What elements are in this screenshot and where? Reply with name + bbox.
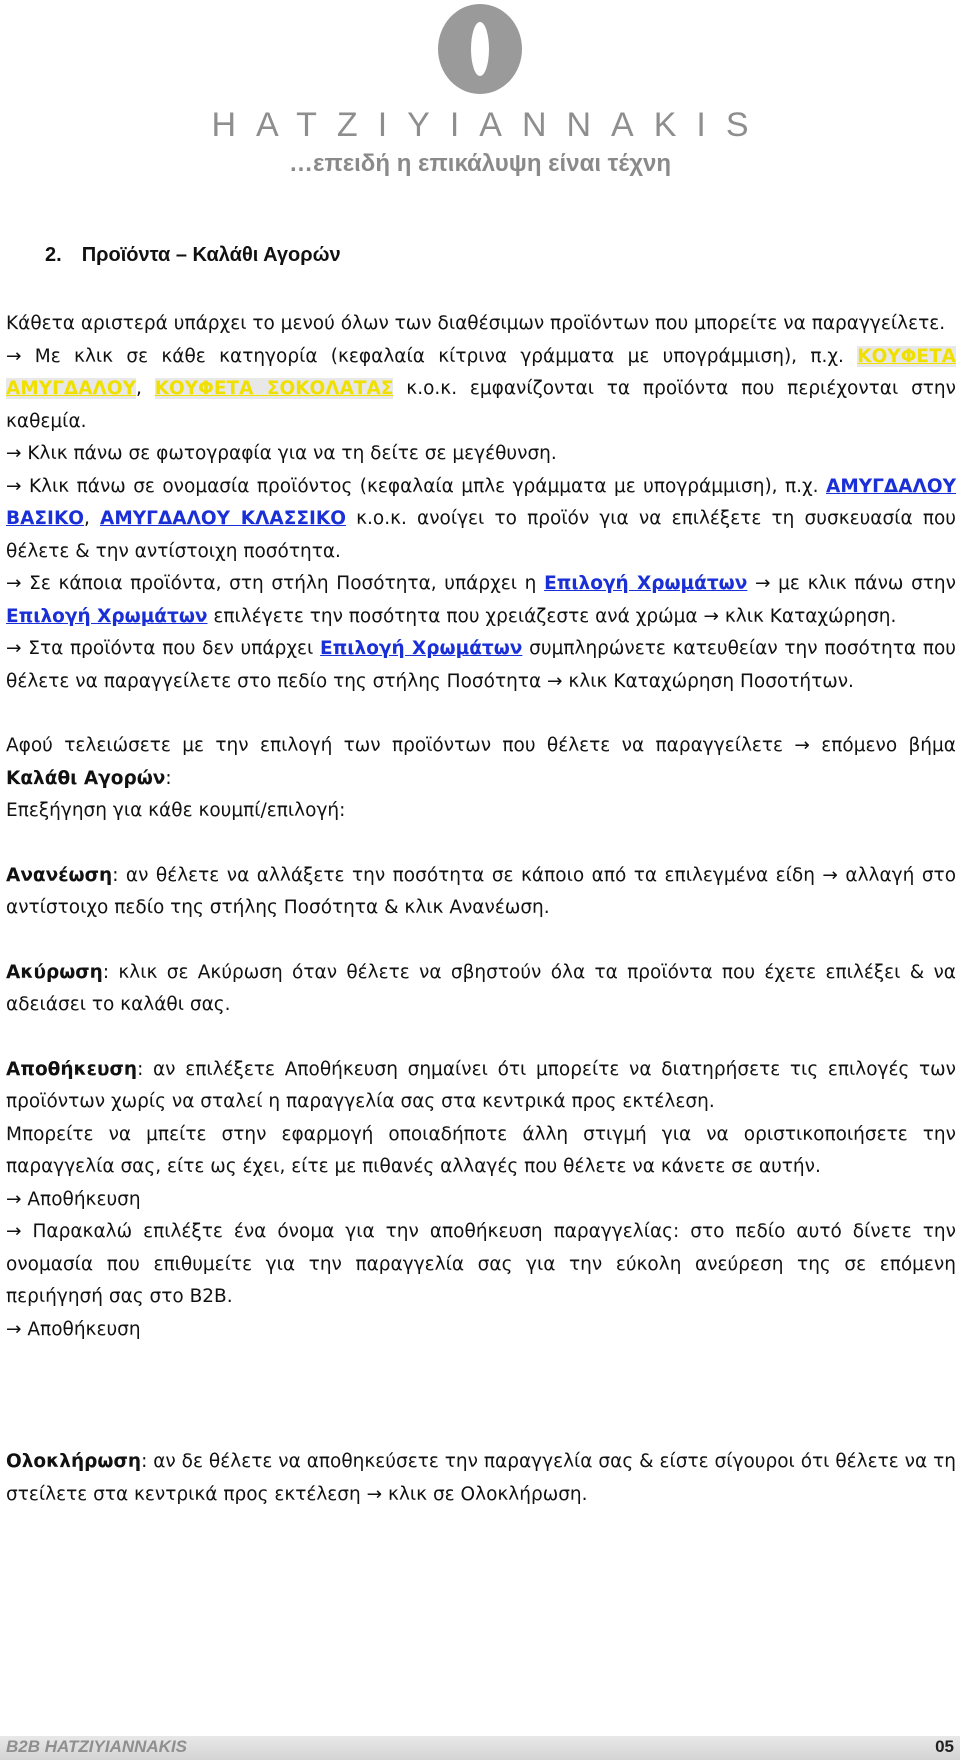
arrow-icon: →: [703, 605, 719, 627]
cancel-label: Ακύρωση: [6, 961, 103, 983]
renew-label: Ανανέωση: [6, 864, 113, 886]
arrow-icon: →: [6, 443, 22, 464]
arrow-icon: →: [794, 735, 810, 756]
cart-label: Καλάθι Αγορών: [6, 767, 166, 789]
arrow-icon: →: [822, 864, 838, 886]
arrow-icon: →: [6, 1221, 22, 1242]
section-number: 2.: [45, 244, 62, 266]
brand-name: HATZIYIANNAKIS: [211, 106, 769, 144]
category-link-almond[interactable]: ΚΟΥΦΕΤΑ ΑΜΥΓΔΑΛΟΥ: [6, 345, 956, 399]
renew-paragraph: Ανανέωση: αν θέλετε να αλλάξετε την ποσότητα σε κάποιο από τα επιλεγμένα είδη → αλλαγή στο αντίστοιχο πεδίο της στήλης Ποσότητα & κλικ Ανανέωση.: [6, 864, 957, 918]
product-link-basic[interactable]: ΑΜΥΓΔΑΛΟΥ ΒΑΣΙΚΟ: [6, 475, 956, 529]
save-label: Αποθήκευση: [6, 1058, 138, 1080]
explain-line: Επεξήγηση για κάθε κουμπί/επιλογή:: [6, 800, 346, 821]
arrow-icon: →: [6, 1188, 22, 1210]
arrow-icon: →: [6, 573, 22, 594]
cancel-paragraph: Ακύρωση: κλικ σε Ακύρωση όταν θέλετε να σβηστούν όλα τα προϊόντα που έχετε επιλέξει & να αδειάσει το καλάθι σας.: [6, 961, 956, 1015]
arrow-icon: →: [6, 1318, 22, 1340]
arrow-icon: →: [755, 573, 771, 594]
complete-label: Ολοκλήρωση: [6, 1451, 142, 1472]
section-title: Προϊόντα – Καλάθι Αγορών: [81, 244, 341, 266]
section-heading: [45, 244, 341, 267]
save-paragraph: Αποθήκευση: αν επιλέξετε Αποθήκευση σημαίνει ότι μπορείτε να διατηρήσετε τις επιλογές των προϊόντων χωρίς να σταλεί η παραγγελία σας στα κεντρικά προς εκτέλεση. Μπορείτε να μπείτε στην εφαρμογή οποιαδήποτε άλλη στιγμή για να οριστικοποιήσετε την παραγγελία σας, είτε ως έχει, είτε με πιθανές αλλαγές που θέλετε να κάνετε σε αυτήν. → Αποθήκευση → Παρακαλώ επιλέξτε ένα όνομα για την αποθήκευση παραγγελίας: στο πεδίο αυτό δίνετε την ονομασία που επιθυμείτε για την παραγγελία σας για την εύκολη ανεύρεση της σε επόμενη περιήγησή σας στο B2B. → Αποθήκευση: [6, 1058, 956, 1340]
tagline: …επειδή η επικάλυψη είναι τέχνη: [288, 150, 672, 177]
arrow-icon: →: [6, 345, 22, 367]
color-selection-link[interactable]: Επιλογή Χρωμάτων: [544, 573, 748, 594]
logo-mark: [438, 4, 522, 94]
arrow-icon: →: [547, 670, 563, 692]
arrow-icon: →: [6, 475, 22, 497]
product-link-classic[interactable]: ΑΜΥΓΔΑΛΟΥ ΚΛΑΣΣΙΚΟ: [100, 508, 346, 529]
color-selection-link[interactable]: Επιλογή Χρωμάτων: [6, 605, 208, 627]
arrow-icon: →: [366, 1483, 383, 1505]
intro-paragraph: Κάθετα αριστερά υπάρχει το μενού όλων των διαθέσιμων προϊόντων που μπορείτε να παραγγείλετε. → Με κλικ σε κάθε κατηγορία (κεφαλαία κίτρινα γράμματα με υπογράμμιση), π.χ. ΚΟΥΦΕΤΑ ΑΜΥΓΔΑΛΟΥ, ΚΟΥΦΕΤΑ ΣΟΚΟΛΑΤΑΣ κ.ο.κ. εμφανίζονται τα προϊόντα που περιέχονται στην καθεμία. → Κλικ πάνω σε φωτογραφία για να τη δείτε σε μεγέθυνση. → Κλικ πάνω σε ονομασία προϊόντος (κεφαλαία μπλε γράμματα με υπογράμμιση), π.χ. ΑΜΥΓΔΑΛΟΥ ΒΑΣΙΚΟ, ΑΜΥΓΔΑΛΟΥ ΚΛΑΣΣΙΚΟ κ.ο.κ. ανοίγει το προϊόν για να επιλέξετε τη συσκευασία που θέλετε & την αντίστοιχη ποσότητα. → Σε κάποια προϊόντα, στη στήλη Ποσότητα, υπάρχει η Επιλογή Χρωμάτων → με κλικ πάνω στην Επιλογή Χρωμάτων επιλέγετε την ποσότητα που χρειάζεστε ανά χρώμα → κλικ Καταχώρηση. → Στα προϊόντα που δεν υπάρχει Επιλογή Χρωμάτων συμπληρώνετε κατευθείαν την ποσότητα που θέλετε να παραγγείλετε στο πεδίο της στήλης Ποσότητα → κλικ Καταχώρηση Ποσοτήτων.: [6, 313, 956, 692]
arrow-icon: →: [6, 638, 22, 659]
category-link-chocolate[interactable]: ΚΟΥΦΕΤΑ ΣΟΚΟΛΑΤΑΣ: [154, 378, 394, 399]
complete-paragraph: Ολοκλήρωση: αν δε θέλετε να αποθηκεύσετε την παραγγελία σας & είστε σίγουροι ότι θέλετε να τη στείλετε στα κεντρικά προς εκτέλεση → κλικ σε Ολοκλήρωση.: [6, 1451, 956, 1505]
color-selection-link[interactable]: Επιλογή Χρωμάτων: [320, 638, 523, 659]
cart-paragraph: Αφού τελειώσετε με την επιλογή των προϊόντων που θέλετε να παραγγείλετε → επόμενο βήμα Καλάθι Αγορών: Επεξήγηση για κάθε κουμπί/επιλογή:: [6, 735, 956, 821]
document-body: [6, 308, 956, 1511]
page-number: 05: [935, 1737, 954, 1756]
footer-brand: B2B HATZIYIANNAKIS: [6, 1737, 188, 1756]
